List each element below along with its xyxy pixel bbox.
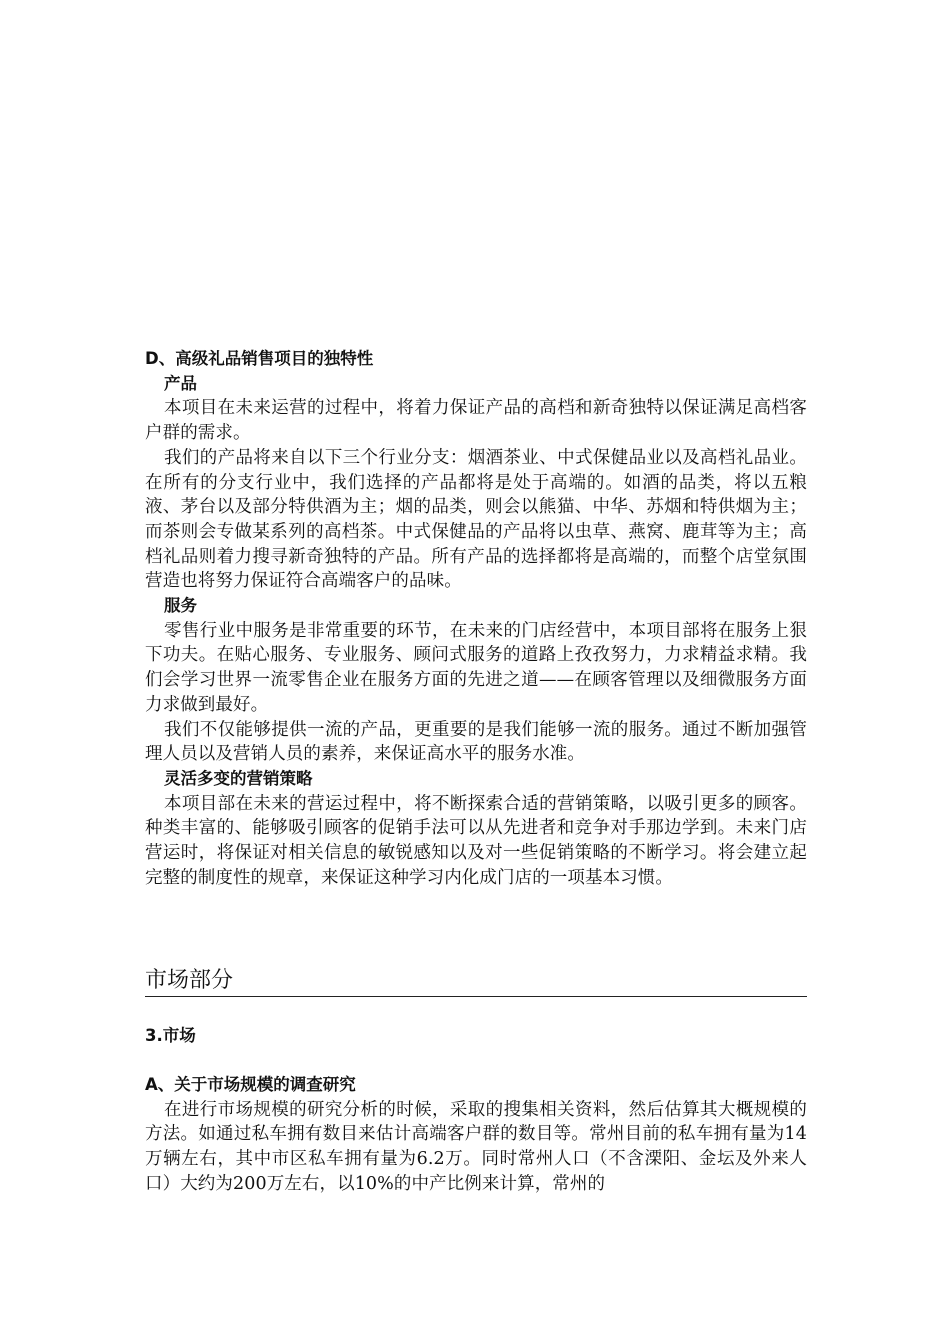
marketing-title: 灵活多变的营销策略	[164, 768, 313, 788]
section-d-heading: D、高级礼品销售项目的独特性	[145, 349, 374, 368]
product-paragraph-2: 我们的产品将来自以下三个行业分支：烟酒茶业、中式保健品业以及高档礼品业。在所有的分支行业中，我们选择的产品都将是处于高端的。如酒的品类，将以五粮液、茅台以及部分特供酒为主；烟的品类，则会以熊猫、中华、苏烟和特供烟为主；而茶则会专做某系列的高档茶。中式保健品的产品将以虫草、燕窝、鹿茸等为主；高档礼品则着力搜寻新奇独特的产品。所有产品的选择都将是高端的，而整个店堂氛围营造也将努力保证符合高端客户的品味。	[145, 447, 807, 592]
market-part-title: 市场部分	[145, 966, 807, 997]
section-d	[145, 347, 807, 890]
product-paragraph-1: 本项目在未来运营的过程中，将着力保证产品的高档和新奇独特以保证满足高档客户群的需求。	[145, 398, 807, 444]
market-research-heading: A、关于市场规模的调查研究	[145, 1075, 356, 1094]
market-research-block	[145, 1073, 807, 1197]
market-section-block	[145, 1024, 807, 1049]
product-title: 产品	[164, 373, 197, 393]
service-paragraph-2: 我们不仅能够提供一流的产品，更重要的是我们能够一流的服务。通过不断加强管理人员以及营销人员的素养，来保证高水平的服务水准。	[145, 719, 807, 765]
service-paragraph-1: 零售行业中服务是非常重要的环节，在未来的门店经营中，本项目部将在服务上狠下功夫。在贴心服务、专业服务、顾问式服务的道路上孜孜努力，力求精益求精。我们会学习世界一流零售企业在服务方面的先进之道——在顾客管理以及细微服务方面力求做到最好。	[145, 620, 807, 715]
service-title: 服务	[164, 596, 197, 616]
market-section-heading: 3.市场	[145, 1026, 196, 1045]
market-research-paragraph: 在进行市场规模的研究分析的时候，采取的搜集相关资料，然后估算其大概规模的方法。如通过私车拥有数目来估计高端客户群的数目等。常州目前的私车拥有量为14万辆左右，其中市区私车拥有量为6.2万。同时常州人口（不含溧阳、金坛及外来人口）大约为200万左右，以10%的中产比例来计算，常州的	[145, 1099, 807, 1194]
marketing-paragraph-1: 本项目部在未来的营运过程中，将不断探索合适的营销策略，以吸引更多的顾客。种类丰富的、能够吸引顾客的促销手法可以从先进者和竞争对手那边学到。未来门店营运时，将保证对相关信息的敏锐感知以及对一些促销策略的不断学习。将会建立起完整的制度性的规章，来保证这种学习内化成门店的一项基本习惯。	[145, 793, 807, 888]
